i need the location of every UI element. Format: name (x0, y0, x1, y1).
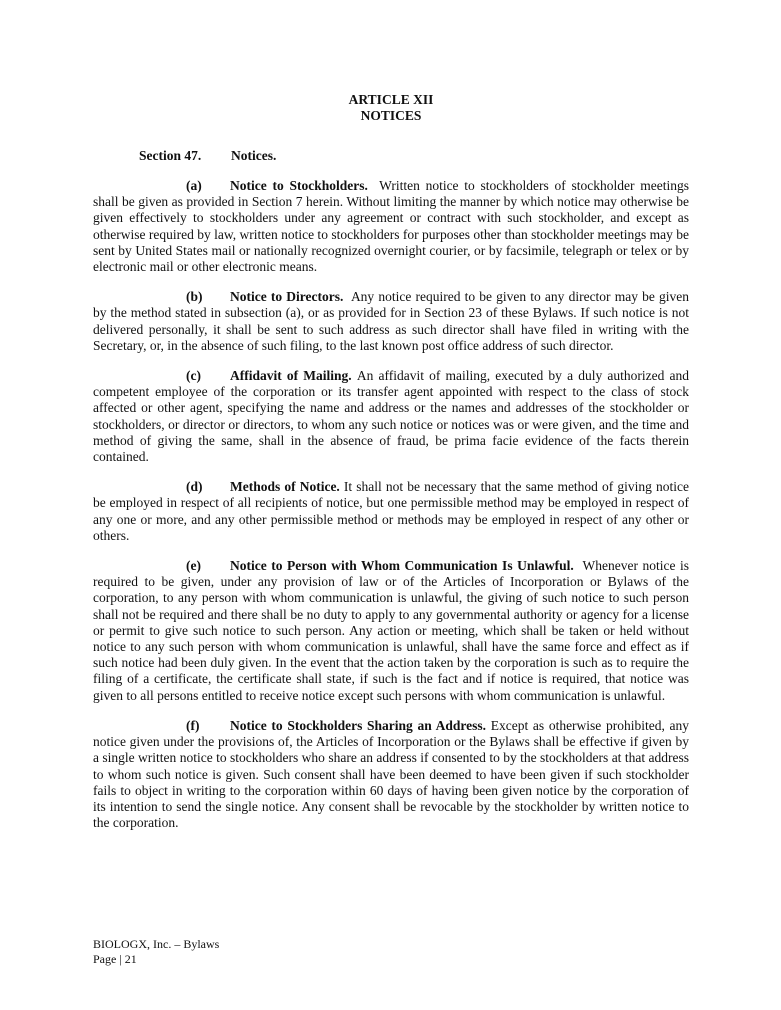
paragraph-f (93, 718, 689, 831)
paragraph-text: It shall not be necessary that the same method of giving notice be employed in respect of all recipients of notice, but one permissible method may be employed in respect of any one or more, and any other permissible method or methods may be employed in respect of any other or others. (93, 479, 689, 543)
paragraph-text: Any notice required to be given to any director may be given by the method stated in subsection (a), or as provided for in Section 23 of these Bylaws. If such notice is not delivered personally, it shall be sent to such address as such director shall have filed in writing with the Secretary, or, in the absence of such filing, to the last known post office address of such director. (93, 289, 689, 353)
paragraph-label: (c) (186, 368, 201, 384)
article-number: ARTICLE XII (348, 92, 434, 107)
document-page (93, 92, 689, 831)
paragraph-label: (f) (186, 717, 200, 733)
paragraph-d (93, 479, 689, 544)
footer-page-number: Page | 21 (93, 952, 137, 966)
paragraph-c (93, 368, 689, 465)
paragraph-title: Notice to Stockholders Sharing an Address. (230, 717, 487, 733)
paragraph-b (93, 289, 689, 354)
paragraph-a (93, 178, 689, 275)
paragraph-text: Written notice to stockholders of stockholder meetings shall be given as provided in Section 7 herein. Without limiting the manner by which notice may otherwise be given effectively to stockholders under any agreement or contract with such stockholder, and except as otherwise required by law, written notice to stockholders for purposes other than stockholder meetings may be sent by United States mail or nationally recognized overnight courier, or by facsimile, telegraph or telex or by electronic mail or other electronic means. (93, 178, 690, 275)
paragraph-text: Whenever notice is required to be given, under any provision of law or of the Articles of Incorporation or Bylaws of the corporation, to any person with whom communication is unlawful, the giving of such notice to such person shall not be required and there shall be no duty to apply to any governmental authority or agency for a license or permit to give such notice to such person. Any action or meeting, which shall be taken or held without notice to any such person with whom communication is unlawful, shall have the same force and effect as if such notice had been duly given. In the event that the action taken by the corporation is such as to require the filing of a certificate, the certificate shall state, if such is the fact and if notice is required, that notice was given to all persons entitled to receive notice except such persons with whom communication is unlawful. (93, 558, 689, 703)
paragraph-label: (e) (186, 558, 201, 574)
paragraph-e (93, 558, 689, 704)
section-heading (139, 148, 689, 164)
section-number: Section 47. (139, 148, 202, 163)
paragraph-title: Notice to Person with Whom Communication Is Unlawful. (230, 558, 574, 574)
paragraph-title: Notice to Stockholders. (230, 178, 368, 193)
article-title: NOTICES (360, 108, 422, 123)
paragraph-title: Affidavit of Mailing. (230, 368, 352, 384)
paragraph-label: (d) (186, 479, 203, 495)
paragraph-label: (b) (186, 289, 203, 305)
paragraph-title: Notice to Directors. (230, 289, 344, 305)
paragraph-text: An affidavit of mailing, executed by a duly authorized and competent employee of the corporation or its transfer agent appointed with respect to the class of stock affected or other agent, specifying the name and address or the names and addresses of the stockholder or stockholders, or director or directors, to whom any such notice or notices was or were given, and the time and method of giving the same, shall in the absence of fraud, be prima facie evidence of the facts therein contained. (93, 368, 690, 465)
section-title: Notices. (231, 148, 277, 163)
footer-company: BIOLOGX, Inc. – Bylaws (93, 937, 220, 951)
page-footer (93, 937, 219, 967)
paragraph-text: Except as otherwise prohibited, any notice given under the provisions of, the Articles of Incorporation or the Bylaws shall be effective if given by a single written notice to stockholders who share an address if consented to by the stockholders at that address to whom such notice is given. Such consent shall have been deemed to have been given if such stockholder fails to object in writing to the corporation within 60 days of having been given notice by the corporation of its intention to send the single notice. Any consent shall be revocable by the stockholder by written notice to the corporation. (93, 717, 690, 831)
paragraph-label: (a) (186, 178, 202, 193)
paragraph-title: Methods of Notice. (230, 479, 340, 495)
